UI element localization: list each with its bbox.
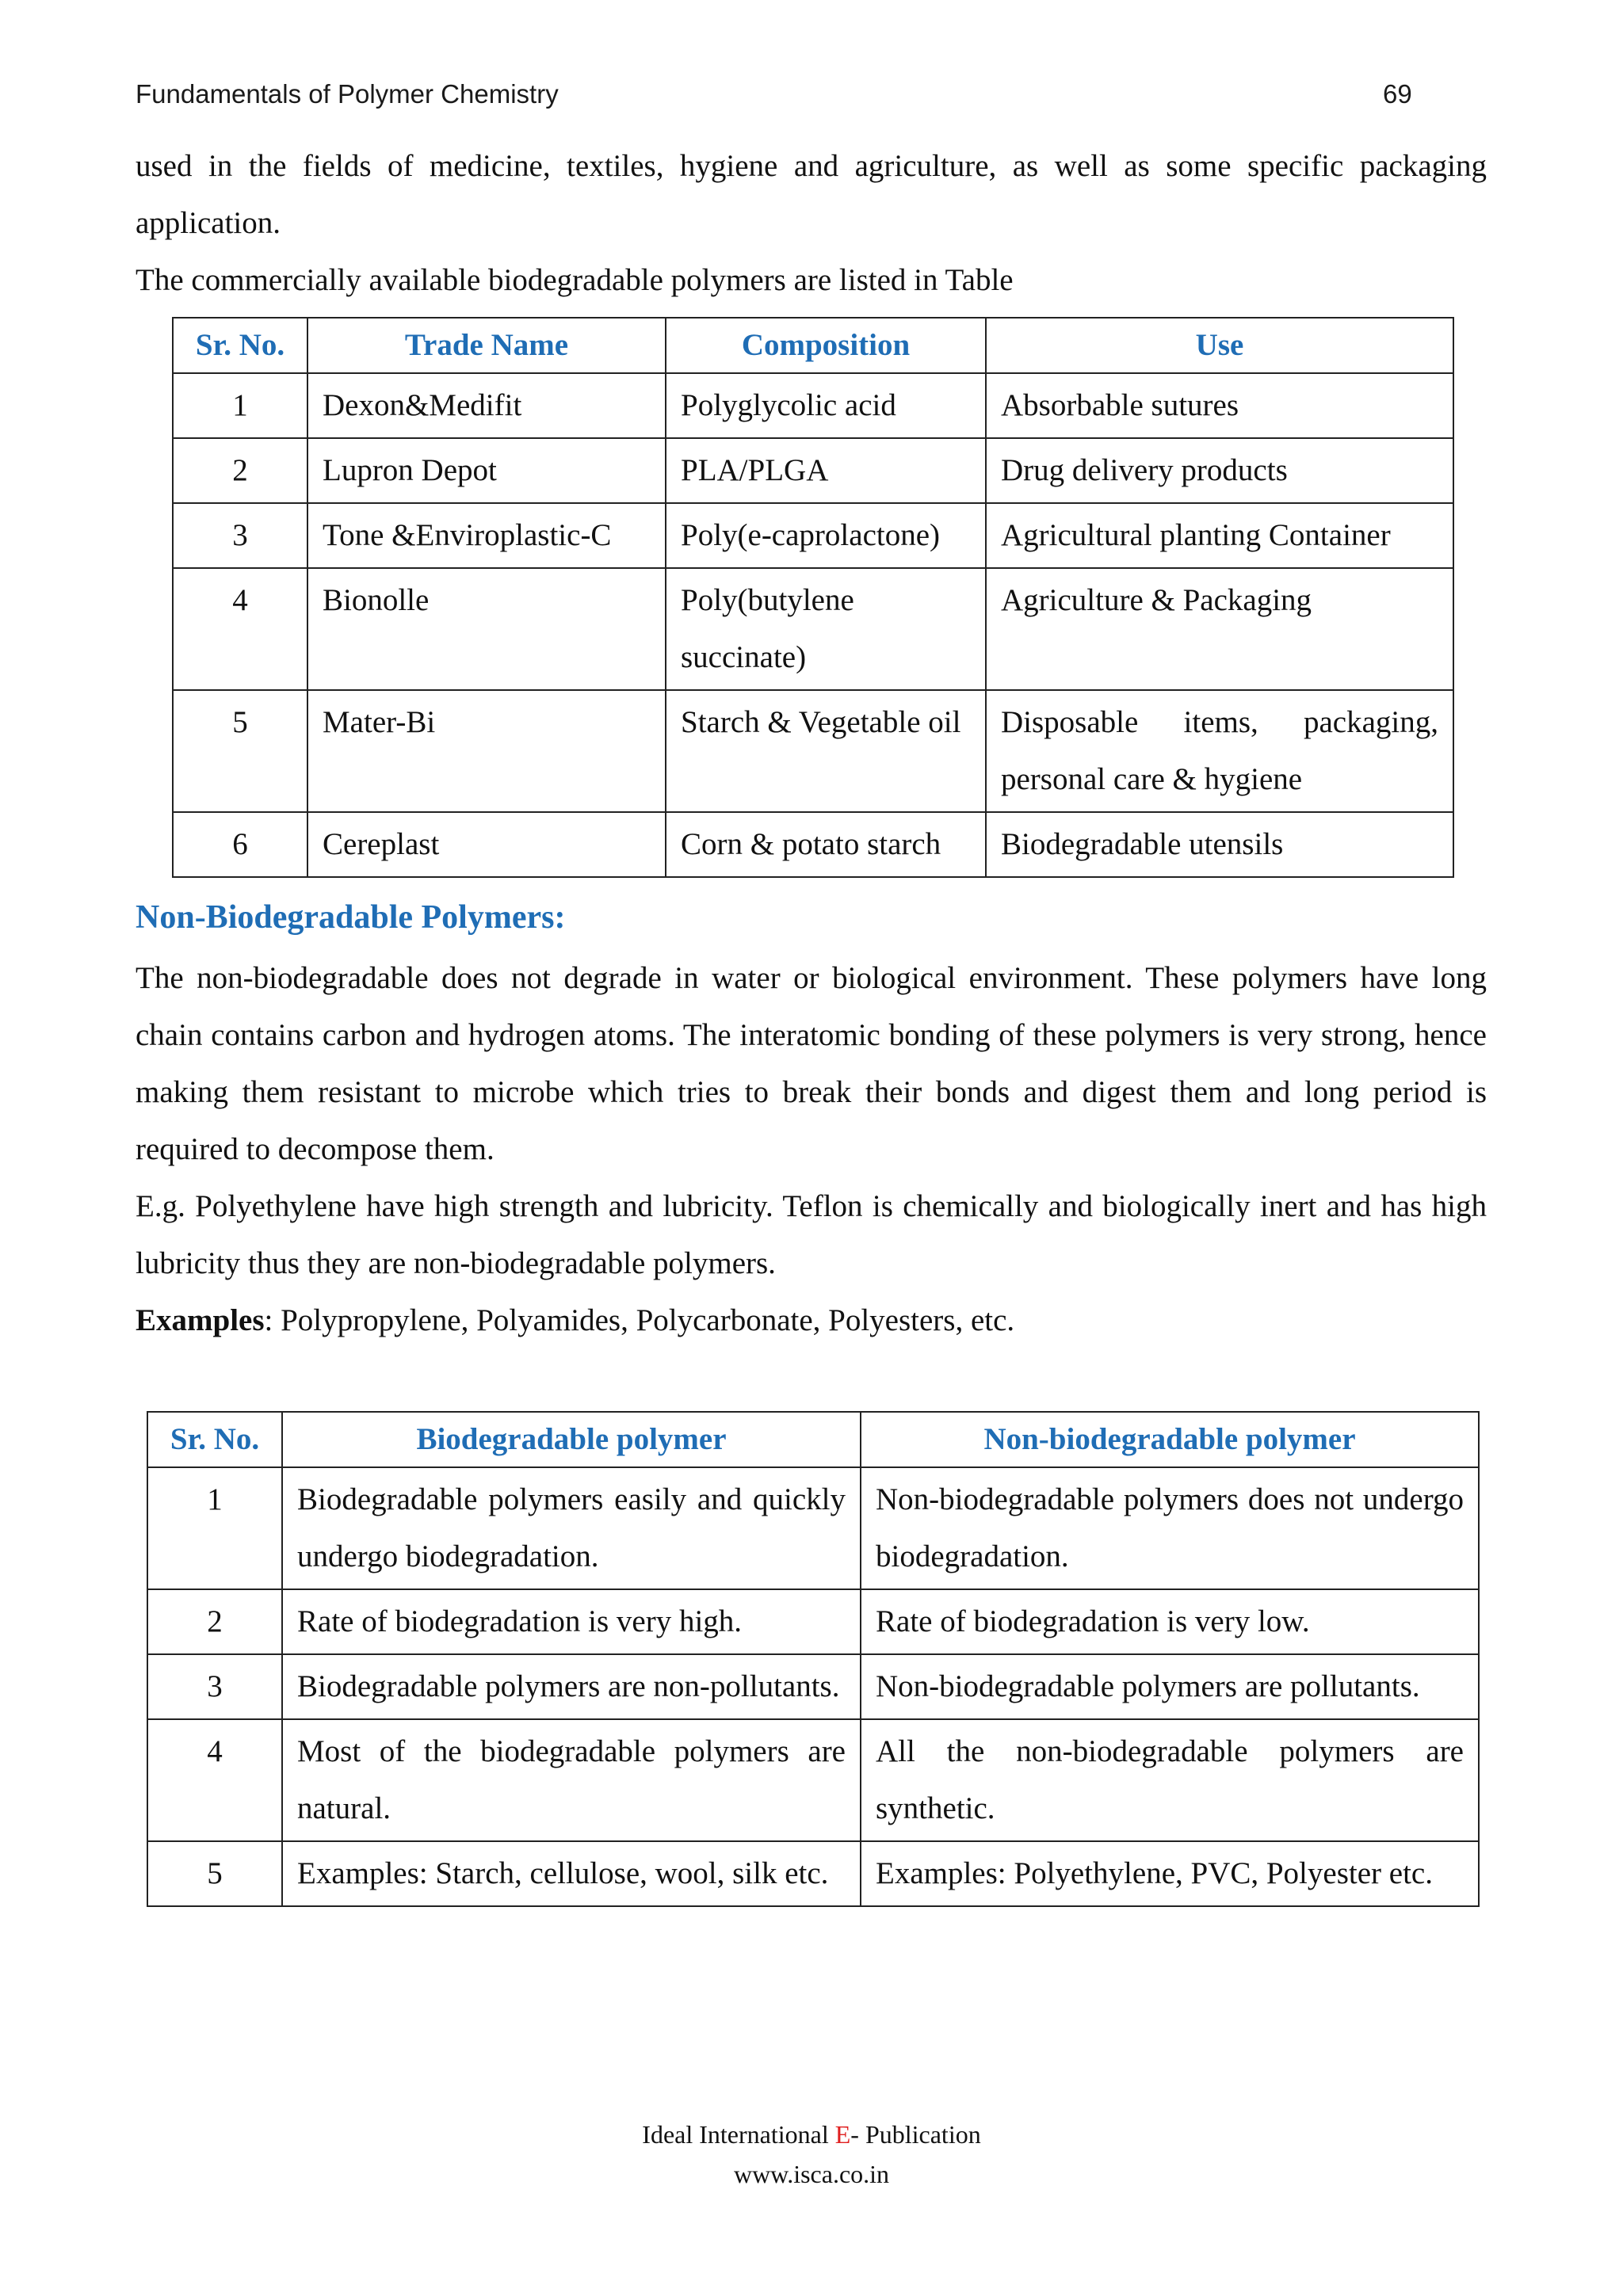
- cell-biodegradable: Rate of biodegradation is very high.: [282, 1589, 861, 1654]
- column-header-trade-name: Trade Name: [307, 318, 666, 373]
- cell-trade-name: Tone &Enviroplastic-C: [307, 503, 666, 568]
- running-header: [136, 79, 1418, 114]
- cell-sr-no: 6: [173, 812, 307, 877]
- cell-trade-name: Lupron Depot: [307, 438, 666, 503]
- footer-website: www.isca.co.in: [733, 2160, 890, 2188]
- cell-sr-no: 2: [147, 1589, 282, 1654]
- table-header-row: [173, 318, 1453, 373]
- cell-sr-no: 1: [173, 373, 307, 438]
- table-row: [147, 1841, 1479, 1906]
- publisher-name-start: Ideal International: [642, 2120, 835, 2149]
- cell-use: Drug delivery products: [986, 438, 1453, 503]
- cell-composition: Polyglycolic acid: [666, 373, 986, 438]
- examples-text: : Polypropylene, Polyamides, Polycarbonate, Polyesters, etc.: [264, 1303, 1015, 1337]
- cell-non-biodegradable: Rate of biodegradation is very low.: [861, 1589, 1479, 1654]
- cell-use: Biodegradable utensils: [986, 812, 1453, 877]
- biodegradable-vs-non-biodegradable-table: [147, 1411, 1480, 1907]
- table-row: [173, 690, 1453, 812]
- cell-composition: Poly(e-caprolactone): [666, 503, 986, 568]
- examples-label: Examples: [136, 1303, 265, 1337]
- footer-publisher: [0, 2120, 1623, 2149]
- cell-non-biodegradable: Non-biodegradable polymers are pollutants.: [861, 1654, 1479, 1719]
- cell-use: Agricultural planting Container: [986, 503, 1453, 568]
- cell-non-biodegradable: Examples: Polyethylene, PVC, Polyester etc.: [861, 1841, 1479, 1906]
- cell-non-biodegradable: Non-biodegradable polymers does not undergo biodegradation.: [861, 1467, 1479, 1589]
- cell-use: Disposable items, packaging, personal care & hygiene: [986, 690, 1453, 812]
- cell-use: Absorbable sutures: [986, 373, 1453, 438]
- cell-sr-no: 4: [147, 1719, 282, 1841]
- cell-biodegradable: Examples: Starch, cellulose, wool, silk etc.: [282, 1841, 861, 1906]
- examples-explanation-paragraph: E.g. Polyethylene have high strength and lubricity. Teflon is chemically and biologically inert and has high lubricity thus they are non-biodegradable polymers.: [136, 1189, 1487, 1280]
- cell-non-biodegradable: All the non-biodegradable polymers are synthetic.: [861, 1719, 1479, 1841]
- table-row: [173, 812, 1453, 877]
- table-row: [147, 1654, 1479, 1719]
- cell-sr-no: 2: [173, 438, 307, 503]
- cell-trade-name: Cereplast: [307, 812, 666, 877]
- cell-biodegradable: Biodegradable polymers easily and quickly undergo biodegradation.: [282, 1467, 861, 1589]
- table-row: [173, 503, 1453, 568]
- table-row: [147, 1467, 1479, 1589]
- cell-sr-no: 3: [147, 1654, 282, 1719]
- cell-biodegradable: Most of the biodegradable polymers are natural.: [282, 1719, 861, 1841]
- column-header-biodegradable: Biodegradable polymer: [282, 1412, 861, 1467]
- cell-sr-no: 3: [173, 503, 307, 568]
- column-header-use: Use: [986, 318, 1453, 373]
- cell-trade-name: Mater-Bi: [307, 690, 666, 812]
- table-row: [147, 1719, 1479, 1841]
- cell-sr-no: 5: [147, 1841, 282, 1906]
- table-row: [147, 1589, 1479, 1654]
- cell-sr-no: 5: [173, 690, 307, 812]
- table-header-row: [147, 1412, 1479, 1467]
- table-row: [173, 438, 1453, 503]
- table-intro-sentence: The commercially available biodegradable polymers are listed in Table: [136, 263, 1014, 297]
- cell-trade-name: Dexon&Medifit: [307, 373, 666, 438]
- section-heading-non-biodegradable: Non-Biodegradable Polymers:: [136, 899, 566, 936]
- table-row: [173, 568, 1453, 690]
- cell-sr-no: 1: [147, 1467, 282, 1589]
- column-header-non-biodegradable: Non-biodegradable polymer: [861, 1412, 1479, 1467]
- cell-composition: Starch & Vegetable oil: [666, 690, 986, 812]
- cell-composition: Poly(butylene succinate): [666, 568, 986, 690]
- cell-sr-no: 4: [173, 568, 307, 690]
- column-header-composition: Composition: [666, 318, 986, 373]
- non-biodegradable-description-paragraph: The non-biodegradable does not degrade in water or biological environment. These polymers have long chain contains carbon and hydrogen atoms. The interatomic bonding of these polymers is very strong, hence making them resistant to microbe which tries to break their bonds and digest them and long period is required to decompose them.: [136, 961, 1487, 1166]
- commercial-biodegradable-polymers-table: [172, 317, 1454, 878]
- cell-trade-name: Bionolle: [307, 568, 666, 690]
- table-row: [173, 373, 1453, 438]
- publisher-name-end: - Publication: [850, 2120, 981, 2149]
- column-header-sr-no: Sr. No.: [173, 318, 307, 373]
- page-number: 69: [1383, 79, 1412, 109]
- examples-line: [136, 1292, 1487, 1349]
- column-header-sr-no: Sr. No.: [147, 1412, 282, 1467]
- book-title: Fundamentals of Polymer Chemistry: [136, 79, 559, 109]
- cell-composition: Corn & potato starch: [666, 812, 986, 877]
- cell-composition: PLA/PLGA: [666, 438, 986, 503]
- cell-biodegradable: Biodegradable polymers are non-pollutants.: [282, 1654, 861, 1719]
- intro-continuation-paragraph: used in the fields of medicine, textiles, hygiene and agriculture, as well as some specific packaging application.: [136, 149, 1487, 240]
- cell-use: Agriculture & Packaging: [986, 568, 1453, 690]
- publisher-accent-letter: E: [834, 2120, 851, 2149]
